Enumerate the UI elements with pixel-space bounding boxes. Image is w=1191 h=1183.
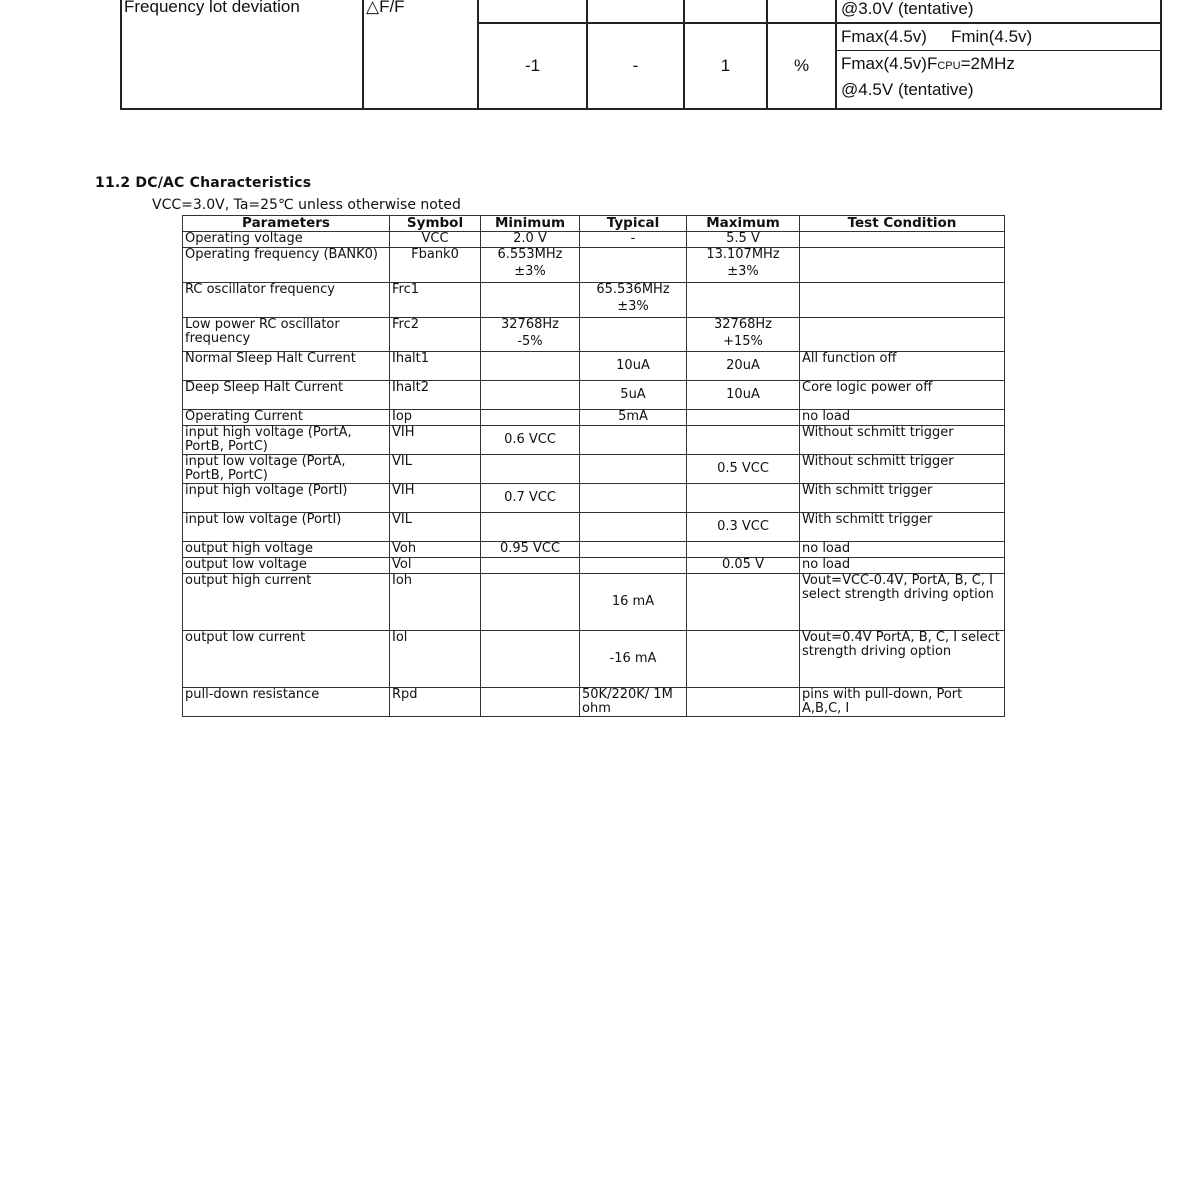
column-header: Parameters — [183, 216, 390, 232]
min-cell — [481, 455, 580, 484]
typ-cell — [580, 558, 687, 574]
param-cell: input high voltage (PortI) — [183, 484, 390, 513]
table-row — [183, 631, 1005, 688]
max-cell — [687, 688, 800, 717]
max-cell — [687, 283, 800, 318]
min-value: 6.553MHz — [497, 247, 563, 262]
min-value: -1 — [478, 23, 587, 109]
table-row — [183, 232, 1005, 248]
column-header: Maximum — [687, 216, 800, 232]
param-label: Frequency lot deviation — [124, 0, 300, 16]
table-row — [183, 542, 1005, 558]
condition-cell: All function off — [800, 352, 1005, 381]
unit-cell — [767, 0, 836, 23]
min-cell: 0.6 VCC — [481, 426, 580, 455]
condition-cell: no load — [800, 542, 1005, 558]
param-cell: output high current — [183, 574, 390, 631]
condition-line: @3.0V (tentative) — [841, 0, 974, 18]
max-cell — [687, 574, 800, 631]
max-tolerance: ±3% — [727, 264, 759, 279]
symbol-cell: Frc2 — [390, 318, 481, 352]
condition-cell: With schmitt trigger — [800, 484, 1005, 513]
table-header-row — [183, 216, 1005, 232]
table-row — [183, 318, 1005, 352]
table-row — [121, 0, 1161, 23]
typ-cell: 10uA — [580, 352, 687, 381]
min-value: 32768Hz — [501, 317, 559, 332]
max-cell: 0.5 VCC — [687, 455, 800, 484]
param-cell: RC oscillator frequency — [183, 283, 390, 318]
table-row — [183, 283, 1005, 318]
table-row — [183, 688, 1005, 717]
symbol-cell: Frc1 — [390, 283, 481, 318]
column-header: Minimum — [481, 216, 580, 232]
column-header: Test Condition — [800, 216, 1005, 232]
max-cell: 10uA — [687, 381, 800, 410]
max-tolerance: +15% — [723, 334, 763, 349]
max-cell — [687, 410, 800, 426]
condition-cell: pins with pull-down, Port A,B,C, I — [800, 688, 1005, 717]
typ-cell — [580, 248, 687, 283]
condition-cell: no load — [800, 558, 1005, 574]
symbol-cell: VIH — [390, 426, 481, 455]
param-cell: output high voltage — [183, 542, 390, 558]
typ-cell: -16 mA — [580, 631, 687, 688]
table-row — [183, 484, 1005, 513]
condition-cell — [836, 23, 1161, 109]
symbol-cell: Iop — [390, 410, 481, 426]
typ-cell — [580, 484, 687, 513]
fcpu-value: =2MHz — [960, 54, 1015, 73]
fmin-text: Fmin(4.5v) — [950, 27, 1033, 46]
symbol-cell: Ioh — [390, 574, 481, 631]
min-cell — [481, 283, 580, 318]
condition-cell: Without schmitt trigger — [800, 455, 1005, 484]
condition-cell — [800, 318, 1005, 352]
table-row — [183, 410, 1005, 426]
column-header: Typical — [580, 216, 687, 232]
min-cell: 0.95 VCC — [481, 542, 580, 558]
condition-line — [837, 51, 1160, 77]
symbol-cell: Rpd — [390, 688, 481, 717]
param-cell: Normal Sleep Halt Current — [183, 352, 390, 381]
condition-cell: Core logic power off — [800, 381, 1005, 410]
symbol-label: △F/F — [366, 0, 405, 16]
min-cell — [481, 574, 580, 631]
table-row — [183, 248, 1005, 283]
table-row — [183, 352, 1005, 381]
max-cell — [684, 0, 767, 23]
min-cell — [478, 0, 587, 23]
max-cell — [687, 631, 800, 688]
max-cell: 5.5 V — [687, 232, 800, 248]
column-header: Symbol — [390, 216, 481, 232]
param-cell — [121, 0, 363, 109]
frequency-deviation-table — [120, 0, 1162, 110]
section-title: 11.2 DC/AC Characteristics — [95, 175, 312, 191]
table-row — [183, 426, 1005, 455]
max-cell — [687, 426, 800, 455]
condition-cell — [800, 248, 1005, 283]
min-tolerance: -5% — [517, 334, 543, 349]
typ-cell: - — [580, 232, 687, 248]
symbol-cell: Voh — [390, 542, 481, 558]
param-cell: Operating voltage — [183, 232, 390, 248]
min-cell — [481, 410, 580, 426]
table-row — [183, 574, 1005, 631]
typ-cell — [580, 318, 687, 352]
min-cell: 0.7 VCC — [481, 484, 580, 513]
symbol-cell: Ihalt1 — [390, 352, 481, 381]
param-cell: input high voltage (PortA, PortB, PortC) — [183, 426, 390, 455]
min-cell: 2.0 V — [481, 232, 580, 248]
condition-cell — [800, 232, 1005, 248]
condition-cell — [836, 0, 1161, 23]
max-cell — [687, 248, 800, 283]
param-cell: Operating Current — [183, 410, 390, 426]
typ-cell — [580, 426, 687, 455]
typ-cell: 16 mA — [580, 574, 687, 631]
symbol-cell: Fbank0 — [390, 248, 481, 283]
condition-cell — [800, 283, 1005, 318]
fmax-text: Fmax(4.5v) — [841, 27, 927, 46]
table-row — [183, 513, 1005, 542]
dc-ac-characteristics-table — [182, 215, 1005, 717]
typ-cell — [580, 542, 687, 558]
symbol-cell: VIL — [390, 513, 481, 542]
symbol-cell: VCC — [390, 232, 481, 248]
param-cell: Deep Sleep Halt Current — [183, 381, 390, 410]
typ-cell — [580, 455, 687, 484]
max-cell: 0.3 VCC — [687, 513, 800, 542]
table-row — [183, 381, 1005, 410]
symbol-cell: Ihalt2 — [390, 381, 481, 410]
unit-value: % — [767, 23, 836, 109]
section-note: VCC=3.0V, Ta=25℃ unless otherwise noted — [152, 197, 461, 213]
min-tolerance: ±3% — [514, 264, 546, 279]
typ-value: 65.536MHz — [596, 282, 670, 297]
param-cell: Operating frequency (BANK0) — [183, 248, 390, 283]
min-cell — [481, 381, 580, 410]
typ-cell: 5uA — [580, 381, 687, 410]
condition-cell: Vout=0.4V PortA, B, C, I select strength driving option — [800, 631, 1005, 688]
condition-cell: no load — [800, 410, 1005, 426]
condition-cell: Without schmitt trigger — [800, 426, 1005, 455]
param-cell: output low voltage — [183, 558, 390, 574]
table-row — [183, 455, 1005, 484]
max-cell: 0.05 V — [687, 558, 800, 574]
symbol-cell: Vol — [390, 558, 481, 574]
typ-value: - — [587, 23, 684, 109]
param-cell: Low power RC oscillator frequency — [183, 318, 390, 352]
min-cell — [481, 513, 580, 542]
condition-line — [837, 24, 1160, 51]
typ-cell — [580, 513, 687, 542]
condition-cell: With schmitt trigger — [800, 513, 1005, 542]
min-cell — [481, 688, 580, 717]
symbol-cell: VIH — [390, 484, 481, 513]
fcpu-prefix: Fmax(4.5v)F — [841, 54, 938, 73]
table-row — [183, 558, 1005, 574]
param-cell: input low voltage (PortI) — [183, 513, 390, 542]
typ-cell — [580, 283, 687, 318]
param-cell: input low voltage (PortA, PortB, PortC) — [183, 455, 390, 484]
symbol-cell: Iol — [390, 631, 481, 688]
max-cell — [687, 484, 800, 513]
symbol-cell — [363, 0, 478, 109]
max-value: 1 — [684, 23, 767, 109]
condition-cell: Vout=VCC-0.4V, PortA, B, C, I select strength driving option — [800, 574, 1005, 631]
max-value: 32768Hz — [714, 317, 772, 332]
typ-cell — [587, 0, 684, 23]
max-cell — [687, 318, 800, 352]
min-cell — [481, 631, 580, 688]
fcpu-subscript: CPU — [937, 60, 961, 72]
min-cell — [481, 558, 580, 574]
symbol-cell: VIL — [390, 455, 481, 484]
min-cell — [481, 352, 580, 381]
max-cell — [687, 542, 800, 558]
typ-cell: 50K/220K/ 1M ohm — [580, 688, 687, 717]
typ-tolerance: ±3% — [617, 299, 649, 314]
max-value: 13.107MHz — [706, 247, 780, 262]
max-cell: 20uA — [687, 352, 800, 381]
typ-cell: 5mA — [580, 410, 687, 426]
param-cell: output low current — [183, 631, 390, 688]
condition-line: @4.5V (tentative) — [841, 80, 974, 99]
min-cell — [481, 318, 580, 352]
param-cell: pull-down resistance — [183, 688, 390, 717]
min-cell — [481, 248, 580, 283]
